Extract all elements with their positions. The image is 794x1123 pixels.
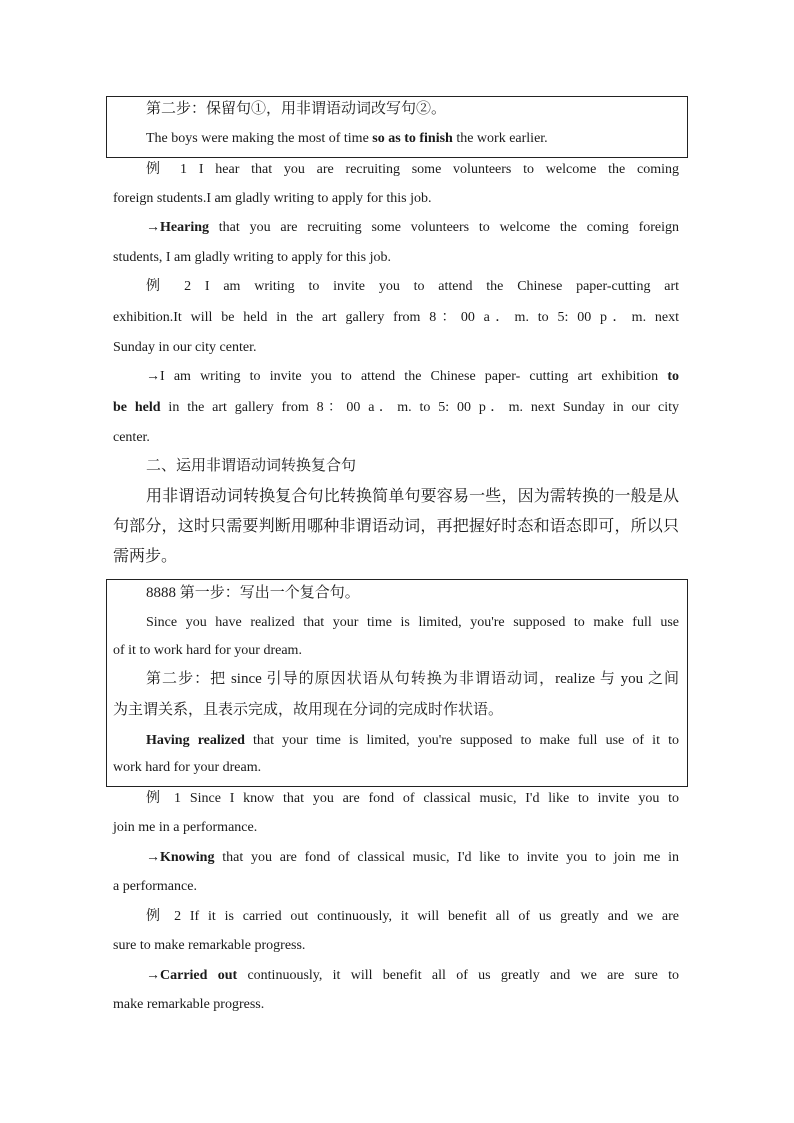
example-2-line-3: Sunday in our city center. (113, 340, 257, 355)
box2-step2-line-1: 第二步：把 since 引导的原因状语从句转换为非谓语动词，realize 与 you 之间 (146, 671, 679, 687)
section-2-para-line-1: 用非谓语动词转换复合句比转换简单句要容易一些，因为需转换的一般是从 (146, 488, 679, 505)
box2-step1-text: 8888 第一步：写出一个复合句。 (146, 585, 360, 601)
example-2-answer-line-3: center. (113, 430, 150, 445)
example-4-answer-rest: continuously, it will benefit all of us greatly and we are sure to (237, 968, 679, 983)
example-2-line-2: exhibition.It will be held in the art gallery from 8：00 a．m. to 5: 00 p．m. next (113, 310, 679, 325)
box2-result-bold: Having realized (146, 733, 245, 748)
example-3-line-2: join me in a performance. (113, 820, 258, 835)
box1-sentence-pre: The boys were making the most of time (146, 131, 373, 146)
box1-step2-text: 第二步：保留句①，用非谓语动词改写句②。 (146, 101, 447, 117)
example-2-answer-pre: →I am writing to invite you to attend the Chinese paper- cutting art exhibition (146, 369, 668, 384)
example-1-answer-rest: that you are recruiting some volunteers to welcome the coming foreign (209, 220, 679, 235)
example-1-line-1: 例 1 I hear that you are recruiting some volunteers to welcome the coming (146, 162, 679, 177)
example-3-answer-bold: →Knowing (146, 850, 215, 865)
example-2-answer-rest: in the art gallery from 8：00 a．m. to 5: 00 p．m. next Sunday in our city (160, 400, 680, 415)
example-2-answer-line-1 (146, 368, 679, 386)
box2-sentence-line-1: Since you have realized that your time is limited, you're supposed to make full use (146, 615, 679, 630)
example-3-answer-line-2: a performance. (113, 879, 197, 894)
box2-result-line-1 (146, 732, 679, 750)
example-2-line-1: 例 2 I am writing to invite you to attend the Chinese paper-cutting art (146, 279, 679, 294)
example-4-answer-line-1 (146, 967, 679, 985)
example-1-answer-line-2: students, I am gladly writing to apply for this job. (113, 250, 392, 265)
example-3-answer-line-1 (146, 849, 679, 867)
example-4-answer-line-2: make remarkable progress. (113, 997, 265, 1012)
example-1-line-2: foreign students.I am gladly writing to apply for this job. (113, 191, 432, 206)
example-4-line-1: 例 2 If it is carried out continuously, it will benefit all of us greatly and we are (146, 909, 679, 924)
section-2-para-line-2: 句部分，这时只需要判断用哪种非谓语动词，再把握好时态和语态即可，所以只 (113, 518, 679, 535)
example-2-answer-line-2 (113, 399, 679, 417)
example-4-answer-bold: →Carried out (146, 968, 238, 983)
example-1-answer-bold: →Hearing (146, 220, 209, 235)
example-2-answer-bold-be-held: be held (113, 400, 161, 415)
box2-result-rest: that your time is limited, you're supposed to make full use of it to (244, 733, 679, 748)
box2-sentence-line-2: of it to work hard for your dream. (113, 643, 302, 658)
box2-step2-line-2: 为主谓关系，且表示完成，故用现在分词的完成时作状语。 (113, 702, 504, 718)
example-3-answer-rest: that you are fond of classical music, I'd like to invite you to join me in (214, 850, 679, 865)
example-4-line-2: sure to make remarkable progress. (113, 938, 306, 953)
box1-sentence-bold: so as to finish (372, 131, 453, 146)
section-2-para-line-3: 需两步。 (113, 548, 178, 565)
example-2-answer-bold-to: to (667, 369, 679, 384)
example-3-line-1: 例 1 Since I know that you are fond of classical music, I'd like to invite you to (146, 791, 679, 806)
box1-sentence-post: the work earlier. (452, 131, 548, 146)
section-2-heading: 二、运用非谓语动词转换复合句 (146, 458, 357, 474)
box1-sentence (146, 130, 679, 148)
example-1-answer-line-1 (146, 219, 679, 237)
box2-result-line-2: work hard for your dream. (113, 760, 262, 775)
